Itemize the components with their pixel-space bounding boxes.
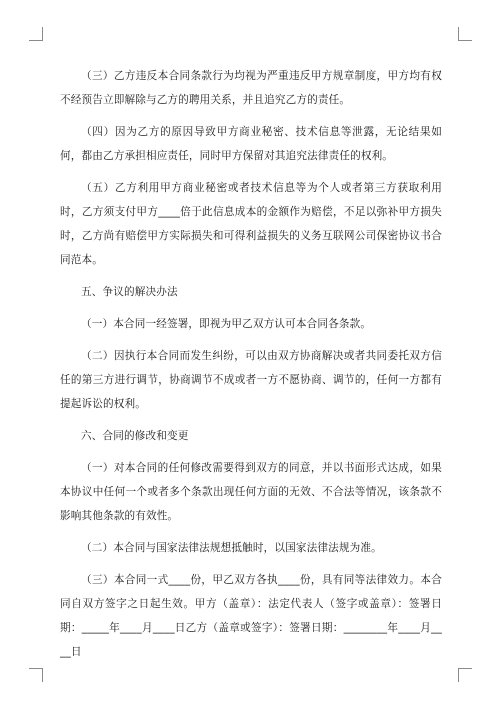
clause-5-compensation: （五）乙方利用甲方商业秘密或者技术信息等为个人或者第三方获取利用时，乙方须支付甲方____倍于此信息成本的金额作为赔偿，不足以弥补甲方损失时，乙方尚有赔偿甲方实际损失和可得利益损失的义务互联网公司保密协议书合同范本。 — [60, 182, 442, 266]
section-heading-amendment: 六、合同的修改和变更 — [81, 430, 189, 442]
crop-mark-bottom-right — [458, 668, 472, 682]
clause-4-leak-liability: （四）因为乙方的原因导致甲方商业秘密、技术信息等泄露，无论结果如何，都由乙方承担相应责任，同时甲方保留对其追究法律责任的权利。 — [60, 126, 442, 162]
crop-mark-top-left — [29, 27, 43, 41]
amendment-clause-3-signatures: （三）本合同一式____份，甲乙双方各执____份，具有同等法律效力。本合同自双方签字之日起生效。甲方（盖章）：法定代表人（签字或盖章）：签署日期：_____年____月____日乙方（盖章或签字）：签署日期：________年____月____日 — [60, 574, 442, 658]
amendment-clause-2: （二）本合同与国家法律法规想抵触时，以国家法律法规为准。 — [81, 542, 382, 554]
dispute-clause-2: （二）因执行本合同而发生纠纷，可以由双方协商解决或者共同委托双方信任的第三方进行调节，协商调节不成或者一方不愿协商、调节的，任何一方都有提起诉讼的权利。 — [60, 350, 442, 410]
amendment-clause-1: （一）对本合同的任何修改需要得到双方的同意，并以书面形式达成，如果本协议中任何一个或者多个条款出现任何方面的无效、不合法等情况，该条款不影响其他条款的有效性。 — [60, 462, 442, 522]
clause-3-breach: （三）乙方违反本合同条款行为均视为严重违反甲方规章制度，甲方均有权不经预告立即解除与乙方的聘用关系，并且追究乙方的责任。 — [60, 70, 442, 106]
section-heading-dispute: 五、争议的解决办法 — [81, 286, 178, 298]
dispute-clause-1: （一）本合同一经签署，即视为甲乙双方认可本合同各条款。 — [81, 318, 372, 330]
crop-mark-bottom-left — [29, 668, 43, 682]
crop-mark-top-right — [458, 27, 472, 41]
document-body — [60, 64, 442, 672]
